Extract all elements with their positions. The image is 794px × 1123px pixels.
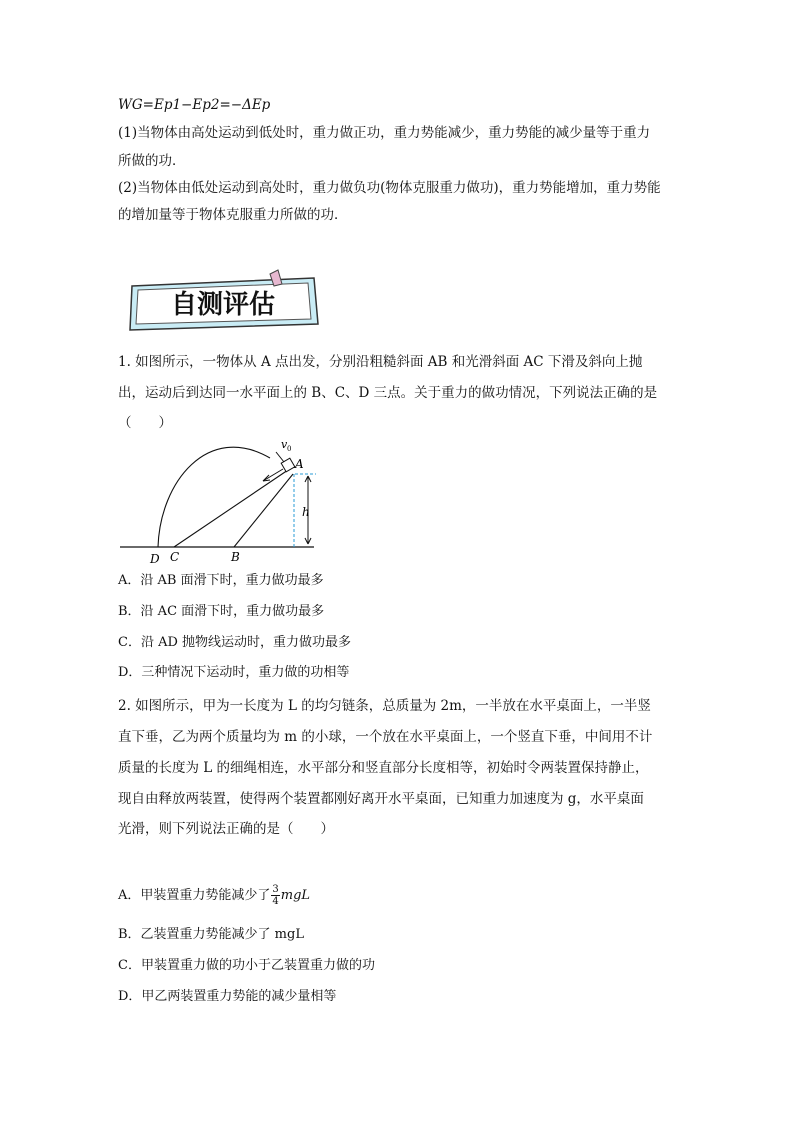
- q2-option-c: C．甲装置重力做的功小于乙装置重力做的功: [118, 958, 375, 973]
- banner-title: 自测评估: [170, 290, 276, 320]
- q1-option-a: A．沿 AB 面滑下时，重力做功最多: [118, 573, 324, 588]
- slope-AB: [234, 474, 293, 547]
- slope-figure: [118, 432, 328, 570]
- formula: WG=Ep1−Ep2=−ΔEp: [118, 97, 271, 113]
- block: [281, 458, 295, 472]
- q2-option-b: B．乙装置重力势能减少了 mgL: [118, 927, 304, 942]
- point1-line2: 所做的功．: [118, 153, 186, 169]
- fraction-denominator: 4: [272, 896, 279, 907]
- q1-line3: （ ）: [118, 415, 172, 431]
- point2-line1: (2)当物体由低处运动到高处时，重力做负功(物体克服重力做功)，重力势能增加，重力势能: [118, 180, 661, 196]
- q2-line1: 2. 如图所示，甲为一长度为 L 的均匀链条，总质量为 2m，一半放在水平桌面上，一半竖: [118, 698, 651, 714]
- q2-line2: 直下垂，乙为两个质量均为 m 的小球，一个放在水平桌面上，一个竖直下垂，中间用不计: [118, 729, 653, 745]
- q2-option-a-text: A．甲装置重力势能减少了: [118, 888, 271, 903]
- q1-option-b: B．沿 AC 面滑下时，重力做功最多: [118, 604, 325, 619]
- label-h: h: [302, 505, 310, 519]
- label-v0: v: [281, 438, 288, 451]
- q1-option-d: D．三种情况下运动时，重力做的功相等: [118, 665, 350, 680]
- fraction-numerator: 3: [272, 884, 279, 895]
- q2-line5: 光滑，则下列说法正确的是（ ）: [118, 821, 334, 837]
- label-C: C: [170, 550, 180, 564]
- point2-line2: 的增加量等于物体克服重力所做的功．: [118, 207, 348, 223]
- q2-line4: 现自由释放两装置，使得两个装置都刚好离开水平桌面，已知重力加速度为 g，水平桌面: [118, 791, 644, 807]
- q1-line2: 出，运动后到达同一水平面上的 B、C、D 三点。关于重力的做功情况，下列说法正确的是: [118, 385, 658, 401]
- q2-option-a-suffix: mgL: [280, 888, 311, 903]
- q1-line1: 1. 如图所示，一物体从 A 点出发，分别沿粗糙斜面 AB 和光滑斜面 AC 下滑及斜向上抛: [118, 354, 643, 370]
- label-D: D: [150, 552, 160, 566]
- fraction: [271, 884, 279, 907]
- section-banner: [118, 268, 328, 338]
- q2-line3: 质量的长度为 L 的细绳相连，水平部分和竖直部分长度相等，初始时令两装置保持静止，: [118, 760, 649, 776]
- point1-line1: (1)当物体由高处运动到低处时，重力做正功，重力势能减少，重力势能的减少量等于重力: [118, 125, 651, 141]
- slope-AC: [174, 470, 288, 547]
- q2-option-d: D．甲乙两装置重力势能的减少量相等: [118, 989, 337, 1004]
- q2-option-a: [118, 884, 310, 907]
- q1-option-c: C．沿 AD 抛物线运动时，重力做功最多: [118, 635, 352, 650]
- label-v0-sub: 0: [287, 445, 292, 453]
- label-B: B: [231, 550, 240, 564]
- label-A: A: [295, 457, 304, 471]
- v0-arrow: [276, 452, 284, 462]
- trajectory-curve: [158, 447, 270, 547]
